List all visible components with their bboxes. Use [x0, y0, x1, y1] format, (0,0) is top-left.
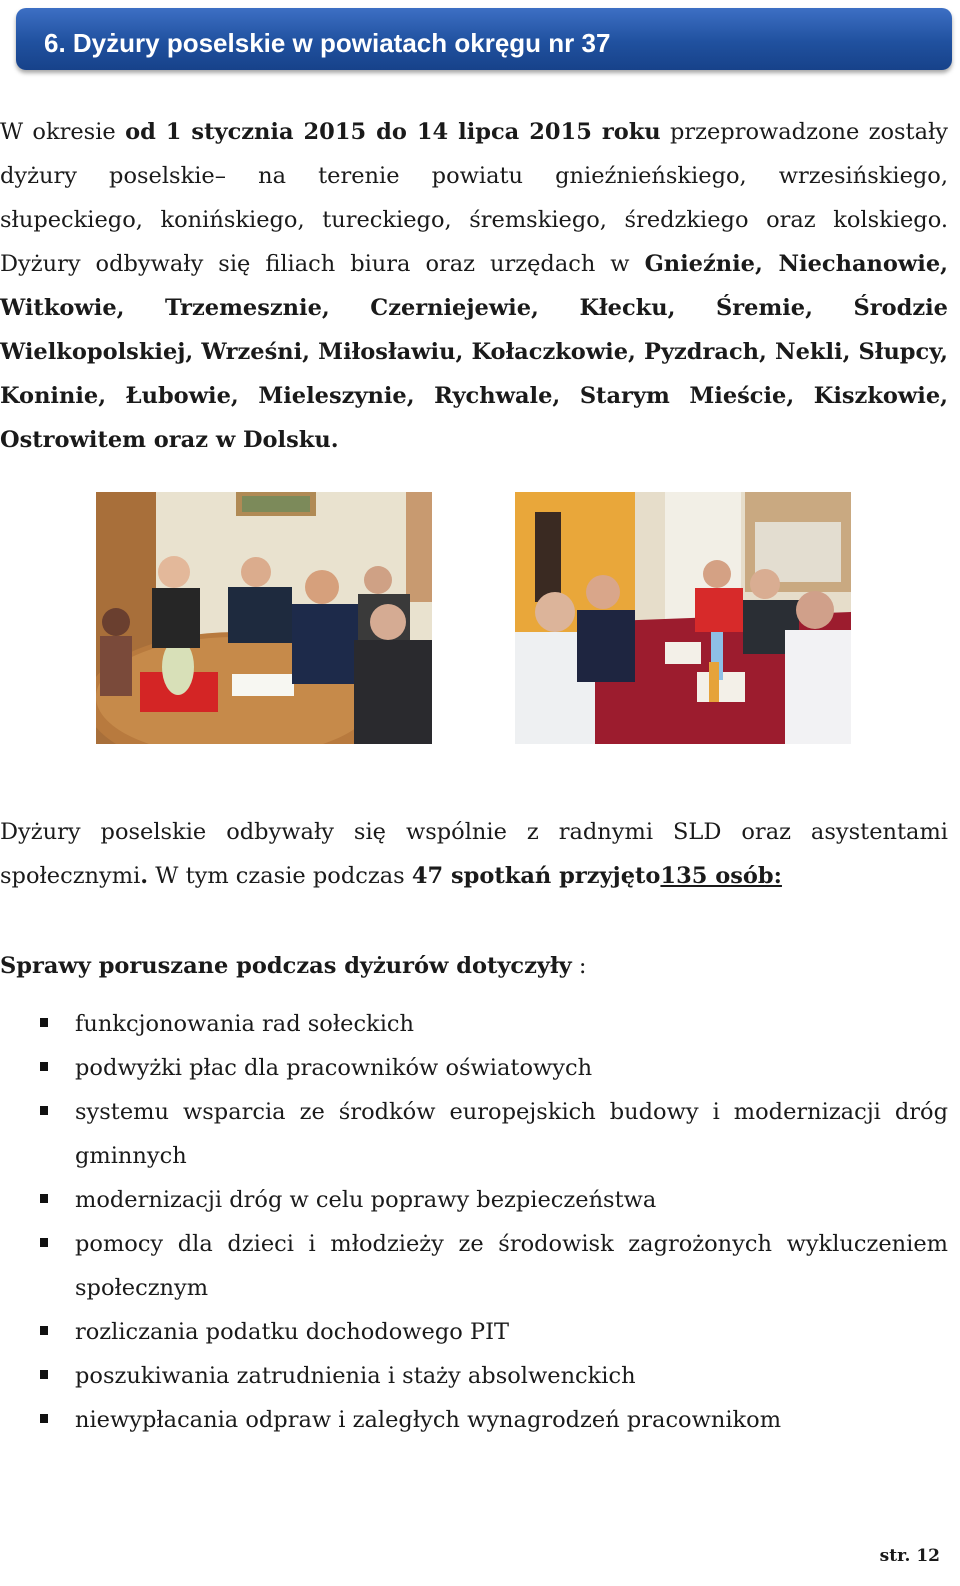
list-item-text: funkcjonowania rad sołeckich — [75, 1011, 414, 1037]
section-header-bar — [16, 8, 952, 70]
list-item-text: poszukiwania zatrudnienia i staży absolwenckich — [75, 1363, 636, 1389]
list-item — [0, 1090, 948, 1178]
list-item-text: systemu wsparcia ze środków europejskich budowy i modernizacji dróg gminnych — [75, 1099, 948, 1169]
list-item — [0, 1222, 948, 1310]
square-bullet-icon — [40, 1194, 48, 1203]
meeting-photo-right — [515, 492, 851, 744]
list-item-text: rozliczania podatku dochodowego PIT — [75, 1319, 510, 1345]
square-bullet-icon — [40, 1326, 48, 1335]
list-item — [0, 1354, 948, 1398]
topics-heading-text: Sprawy poruszane podczas dyżurów dotyczyły — [0, 953, 572, 979]
topics-heading — [0, 944, 586, 988]
square-bullet-icon — [40, 1238, 48, 1247]
list-item-text: niewypłacania odpraw i zaległych wynagrodzeń pracownikom — [75, 1407, 782, 1433]
section-title: 6. Dyżury poselskie w powiatach okręgu nr 37 — [44, 28, 611, 58]
intro-date-range: od 1 stycznia 2015 do 14 lipca 2015 roku — [125, 119, 661, 145]
page-number: str. 12 — [879, 1546, 940, 1566]
square-bullet-icon — [40, 1106, 48, 1115]
list-item — [0, 1310, 948, 1354]
list-item — [0, 1002, 948, 1046]
summary-meetings: 47 spotkań przyjęto — [411, 863, 661, 889]
list-item-text: modernizacji dróg w celu poprawy bezpieczeństwa — [75, 1187, 657, 1213]
square-bullet-icon — [40, 1414, 48, 1423]
intro-paragraph — [0, 110, 948, 462]
summary-text-2: W tym czasie podczas — [148, 863, 412, 889]
square-bullet-icon — [40, 1062, 48, 1071]
meeting-photo-left — [96, 492, 432, 744]
summary-period: . — [140, 863, 149, 889]
intro-text-1: W okresie — [0, 119, 126, 145]
square-bullet-icon — [40, 1370, 48, 1379]
topic-list — [0, 1002, 948, 1442]
list-item — [0, 1178, 948, 1222]
intro-locations: Gnieźnie, Niechanowie, Witkowie, Trzemesznie, Czerniejewie, Kłecku, Śremie, Środzie Wielkopolskiej, Wrześni, Miłosławiu, Kołaczkowie, Pyzdrach, Nekli, Słupcy, Koninie, Łubowie, Mieleszynie, Rychwale, Starym Mieście, Kiszkowie, Ostrowitem oraz w Dolsku. — [0, 251, 948, 453]
summary-paragraph — [0, 810, 948, 898]
summary-people-count: 135 osób: — [660, 863, 782, 889]
topics-heading-suffix: : — [571, 953, 587, 979]
summary-text-1: Dyżury poselskie odbywały się wspólnie z radnymi SLD oraz asystentami społecznymi — [0, 819, 948, 889]
intro-text-2: przeprowadzone zostały dyżury poselskie– na terenie powiatu gnieźnieńskiego, wrzesińskiego, słupeckiego, konińskiego, tureckiego, śremskiego, średzkiego oraz kolskiego. Dyżury odbywały się filiach biura oraz urzędach w — [0, 119, 949, 277]
list-item — [0, 1398, 948, 1442]
list-item-text: pomocy dla dzieci i młodzieży ze środowisk zagrożonych wykluczeniem społecznym — [75, 1231, 948, 1301]
list-item — [0, 1046, 948, 1090]
list-item-text: podwyżki płac dla pracowników oświatowych — [75, 1055, 593, 1081]
square-bullet-icon — [40, 1018, 48, 1027]
